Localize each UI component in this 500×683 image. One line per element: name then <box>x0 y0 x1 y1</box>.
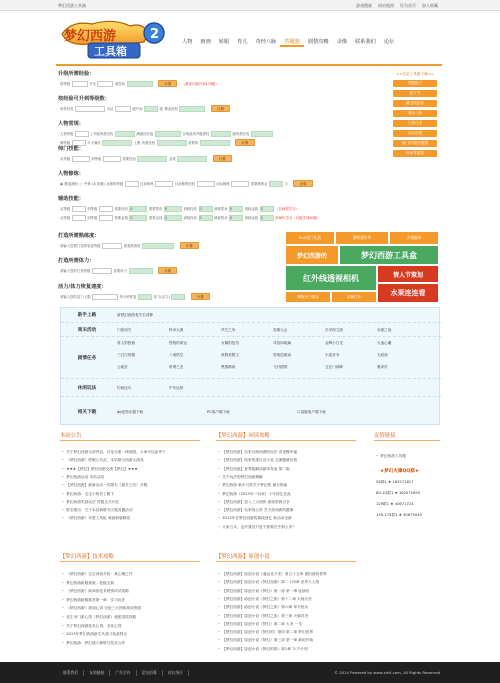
assist-to-input[interactable] <box>99 206 113 212</box>
skill-money-output <box>177 156 207 162</box>
label: 到等级 <box>87 216 98 220</box>
label: 级所需经验 <box>232 132 250 136</box>
label: 需要经验 <box>122 157 136 161</box>
character-row-1 <box>60 130 273 137</box>
calc-button[interactable]: 计算 <box>180 242 199 249</box>
header-divider <box>56 64 442 66</box>
article-link[interactable]: • 【梦幻西游】原创小说《梦幻》第二章 大龙 一龙 <box>218 622 364 627</box>
tile-sword[interactable]: 剑神打开 <box>332 292 376 302</box>
section-title-school-skill: 师门技能： <box>58 146 84 152</box>
label: 月卡满经 <box>87 141 101 145</box>
top-link-sitemap[interactable]: 网站地图 <box>378 3 394 8</box>
nav-item[interactable]: 奇经八脉 <box>255 39 277 45</box>
forge-skill-row <box>60 242 199 249</box>
section-title-exp-to-level: 按经验可升到等级数： <box>58 96 110 102</box>
article-link[interactable]: • 梦幻西游新服推荐第一章：学习玩法 <box>62 598 202 603</box>
label: 消耗帮贡 <box>214 207 228 211</box>
label: 现等级 <box>60 82 71 86</box>
news-heading: 本站公告 <box>60 431 200 441</box>
level-exp-output <box>251 131 273 137</box>
tech-heading: 【梦幻西游】技术攻略 <box>60 552 200 562</box>
article-link[interactable]: • 【梦幻西游】原创小说《梦幻之旅》第十二章 大闹天宫 <box>218 597 364 602</box>
header <box>56 14 442 64</box>
tile-pvp[interactable]: 5v5西门比武 <box>286 232 334 244</box>
guide-link[interactable]: 智取芭蕉扇 <box>273 353 291 357</box>
guide-row-label: 休闲玩法 <box>77 386 97 391</box>
from-level-input[interactable] <box>115 106 131 112</box>
top-link-search[interactable]: 游戏搜索 <box>356 3 372 8</box>
guide-link[interactable]: qq宠物乐器下载 <box>117 410 144 414</box>
nav-item[interactable]: 人物 <box>182 39 193 45</box>
cult-money-output <box>269 181 283 187</box>
article-link[interactable]: • 关于梦幻西游全部内容，讨论全系一律改版，大家可以参考下 <box>62 450 202 455</box>
guide-link[interactable]: 金蝉小白龙 <box>325 341 343 345</box>
calc-button[interactable]: 计算 <box>235 139 254 146</box>
article-link[interactable]: • 【梦幻西游】原创小说《梦幻之旅》第三章 天朝对决 <box>218 614 364 619</box>
current-level-input[interactable] <box>72 81 88 87</box>
article-link[interactable]: • 《梦幻西游》宝宝神兽介绍：真心赚之作 <box>62 572 202 577</box>
per-minute-output <box>138 294 152 300</box>
article-link[interactable]: • 梦幻西游：梦幻战斗修炼与技术合作 <box>62 641 202 646</box>
pet-exp-output <box>211 131 231 137</box>
main-nav <box>178 37 398 47</box>
article-link[interactable]: • 关于玩法的梦幻西游理解 <box>218 475 364 480</box>
label: 需要修炼金 <box>250 182 268 186</box>
site-logo[interactable] <box>58 16 170 60</box>
label: 消耗帮贡 <box>214 216 228 220</box>
label: 需要帮贡 <box>148 207 163 211</box>
cost2-money-output: 0 <box>260 215 274 221</box>
guide-link[interactable]: 新梦幻西游有关名词释 <box>117 313 153 317</box>
assist-from-input[interactable] <box>72 206 86 212</box>
nav-item[interactable]: 论坛 <box>383 39 395 45</box>
guide-row-label: 相关下载 <box>77 410 97 415</box>
target-level-input[interactable] <box>97 81 113 87</box>
article-link[interactable]: • 【梦幻西游】原创小说《遥远北方来》第五十五章 虚拟游戏世界 <box>218 572 364 577</box>
site-name[interactable]: 梦幻西游工具箱 <box>58 3 86 8</box>
guide-row <box>61 308 441 322</box>
article-link[interactable]: • 2013年梦幻西游新生代战斗装备特点 <box>62 632 202 637</box>
article-link[interactable]: • 《梦幻西游》年度工具组 诚意新版修改 <box>62 516 202 521</box>
tile-shopping[interactable]: 购物开门情况 <box>286 292 330 302</box>
assist-note-2: 用NPC学习（只能学到40级） <box>275 216 321 220</box>
calc-button[interactable]: 计算 <box>158 267 177 274</box>
section-title-assist-skill: 辅助技能： <box>58 196 84 202</box>
sidebar-tool-button[interactable]: 答题配方 <box>393 80 437 87</box>
article-link[interactable]: • 大家五年，也许我们只是不需要在乎那么多？ <box>218 525 364 530</box>
article-link[interactable]: • 梦幻西游活动 本站活动 <box>62 475 202 480</box>
article-link[interactable]: • 2013年在梦幻西游的那段回忆 新活动全新 <box>218 516 364 521</box>
section-title-forge-stamina: 打造所需体力： <box>58 258 95 264</box>
novel-heading: 【梦幻西游】原创小说 <box>216 552 356 562</box>
logo-subtitle: 工具箱 <box>94 45 127 58</box>
article-link[interactable]: • 梦幻西游 新手日常关于梦幻的 最全指南 <box>218 483 364 488</box>
article-link[interactable]: • 【梦幻西游】原创小说《梦幻之旅》第六章 草木皆兵 <box>218 605 364 610</box>
needed-output <box>200 140 230 146</box>
label: 满级经验值 <box>136 132 154 136</box>
article-link[interactable]: • 《梦幻西游》停服公告页，本站联合西游大游戏 <box>62 458 202 463</box>
assist-skill-row-2 <box>60 214 320 221</box>
article-link[interactable]: • 梦幻西游（2013年一玩家）十年回忆在此 <box>218 492 364 497</box>
label: 目前修炼经验 <box>174 182 196 186</box>
label: 请输入您的活力上限 <box>60 295 91 299</box>
article-link[interactable]: • 【梦幻西游】原创小说《梦幻的旅》第1章 '3-7'计划 <box>218 647 364 652</box>
qq-group[interactable]: 129群1 ★ 40671724 <box>376 502 414 506</box>
footer-link[interactable]: 论坛招募 <box>137 670 163 676</box>
copyright: © 2014 Powered by www.xiriii.com, All Rights Reserved <box>334 670 440 675</box>
cost-money-output: 0 <box>260 206 274 212</box>
label: [ 升级所需经验 <box>90 132 114 136</box>
label: 需要金钱 <box>148 216 163 220</box>
article-link[interactable]: • 【梦幻西游】原创小说《梦幻西游》第二十四章 世界大人物 <box>218 580 364 585</box>
exp-to-level-row <box>60 105 230 112</box>
label: 到等级 <box>87 207 98 211</box>
label: 从修炼等级 <box>106 182 124 186</box>
tile-mhxy[interactable]: 梦幻西游的 <box>286 246 338 264</box>
tile-toolbox[interactable]: 梦幻西游工具盒 <box>340 246 438 264</box>
section-title-recovery: 活力/体力恢复速度： <box>58 284 107 290</box>
guide-link[interactable]: 纸鸢之恋 <box>169 365 184 369</box>
cult-from-input[interactable] <box>125 181 139 187</box>
forge-stamina-row <box>60 267 177 274</box>
article-link[interactable]: • 【梦幻西游】原创小说《梦幻》第三部 第一章 新的开始 <box>218 638 364 643</box>
article-link[interactable]: • 梦幻西游奖励玩法 答题正式开放 <box>62 500 202 505</box>
guide-link[interactable]: 怪物的命运 <box>169 341 187 345</box>
school-skill-row <box>60 155 232 162</box>
sidebar-tool-button[interactable]: 科举答题器 <box>393 150 437 157</box>
article-link[interactable]: • 【梦幻西游】原创小说《梦幻的》第四 第二章 梦幻世界 <box>218 630 364 635</box>
qq-group[interactable]: 159-175群1 ★ 40675049 <box>376 513 422 517</box>
guide-link[interactable]: 英雄大会 <box>273 328 288 332</box>
label: 需经验 <box>114 82 126 86</box>
label: 请输入您的打造等级 <box>60 269 91 273</box>
article-link[interactable]: • 关于梦幻西游技术心得、全家心得 <box>62 624 202 629</box>
article-link[interactable]: • 《梦幻西游》新神兽技术特别试试攻略 <box>62 589 202 594</box>
label: 勤加满经 <box>64 182 79 186</box>
guide-link[interactable]: 寻找四琉璃 <box>273 341 291 345</box>
calc-button[interactable]: 计算 <box>213 155 232 162</box>
label: 从等级 <box>60 207 71 211</box>
label: 中修 (未加满) <box>84 182 105 186</box>
label: 升至 <box>89 82 96 86</box>
top-links <box>356 3 438 9</box>
guide-link[interactable]: 青人的愁恼 <box>117 341 135 345</box>
section-title-forge-skill: 打造所需熟练度： <box>58 233 100 239</box>
equip-level-input[interactable] <box>102 243 122 249</box>
label: 万 <box>284 182 288 186</box>
tile-valentine[interactable]: 情人节策划 <box>378 266 438 282</box>
sidebar-tool-button[interactable]: 配方书 <box>393 90 437 97</box>
radio-full[interactable]: ◉ <box>60 181 63 186</box>
guide-row <box>61 396 441 426</box>
assist-contrib-output: 0 <box>164 206 182 212</box>
article-link[interactable]: • 【梦幻西游】玩家自研西游的玩法 讲述蝶幸福 <box>218 450 364 455</box>
character-row-2 <box>60 139 255 146</box>
calc-button[interactable]: 计算 <box>158 80 177 87</box>
assist2-money-output: 0 <box>129 215 147 221</box>
cult-target-input[interactable] <box>231 181 249 187</box>
label: 上限 所需经验 <box>133 141 156 145</box>
label: 可从 <box>106 107 114 111</box>
label: 每分钟恢复 <box>119 295 137 299</box>
recovery-output <box>171 294 185 300</box>
label: 现有经验 <box>60 107 74 111</box>
guide-link[interactable]: 大战心魔 <box>377 341 392 345</box>
label: 金钱 <box>168 157 176 161</box>
label: 需要经验 <box>114 207 128 211</box>
label: 目前修炼 <box>140 182 154 186</box>
label: 消耗金钱 <box>244 216 259 220</box>
guide-link[interactable]: 口袋版客户端下载 <box>297 410 326 414</box>
guide-link[interactable]: 无底洞 <box>377 353 388 357</box>
sidebar-tool-button[interactable]: 自动答题 <box>393 130 437 137</box>
label: 从等级 <box>60 216 71 220</box>
label: 召唤兽须升级需经 <box>182 132 210 136</box>
assist2-to-input[interactable] <box>99 215 113 221</box>
label: 剩余经验 <box>164 107 178 111</box>
guide-link[interactable]: 小雷音寺 <box>325 353 340 357</box>
article-link[interactable]: • 【梦幻西游】加入三大团体 游戏资源分享 <box>218 500 364 505</box>
calc-button[interactable]: 计算 <box>293 180 312 187</box>
guide-link[interactable]: 八戒悟空 <box>169 353 184 357</box>
qq-group[interactable]: 89-1Q群1 ★ 162571693 <box>376 491 421 495</box>
label: 级 <box>159 107 163 111</box>
sidebar-title: >>实用工具箱下载<< <box>396 72 434 76</box>
guide-link[interactable]: 三打白骨精 <box>117 353 135 357</box>
label: 从等级 <box>60 157 71 161</box>
forge-level-input[interactable] <box>92 268 112 274</box>
label: 消耗金钱 <box>244 207 259 211</box>
nav-item[interactable]: 育儿 <box>237 39 248 45</box>
calc-button[interactable]: 计算 <box>191 293 210 300</box>
label: 满等级 <box>60 141 71 145</box>
footer-link[interactable]: 站长统计 <box>163 670 189 676</box>
section-title-level-exp: 升级所需经验： <box>58 71 95 77</box>
guide-row-label: 新手上路 <box>77 313 97 318</box>
nav-item[interactable]: 画画 <box>200 39 211 45</box>
label: 级升到 <box>132 107 143 111</box>
top-link-homepage[interactable]: 设为首页 <box>400 3 416 8</box>
footer <box>0 662 500 683</box>
qq-title: ★梦幻火爆QQ群★ <box>380 469 420 474</box>
sidebar-tool-button[interactable]: 门派任务 <box>393 120 437 127</box>
cultivation-row <box>60 180 313 187</box>
label: 消耗经验 <box>183 207 198 211</box>
article-link[interactable]: • 化生寺门派心得（梦幻西游）流派进攻攻略 <box>62 615 202 620</box>
guide-link[interactable]: 黑熊精扬 <box>221 365 236 369</box>
label: 请输入您要打造的装备等级 <box>60 244 101 248</box>
char-level-input[interactable] <box>75 131 89 137</box>
guide-link[interactable]: 女娲的复仇 <box>221 341 239 345</box>
guide-link[interactable]: PC客户端下载 <box>207 410 230 414</box>
footer-link[interactable]: 广告合作 <box>110 670 136 676</box>
to-level-output <box>144 106 158 112</box>
nav-item[interactable]: 录像 <box>336 39 348 45</box>
top-bar <box>0 0 500 11</box>
assist-note-1: （名师需学习） <box>275 207 299 211</box>
tile-hotpot[interactable]: 火锅副本 <box>390 232 438 244</box>
guide-link[interactable]: 云地宫 <box>117 365 128 369</box>
article-link[interactable]: • 【梦幻西游】给家的建议及小品 交流题就好看 <box>218 458 364 463</box>
max-level-note: （最高只能升到175级） <box>181 82 219 86</box>
level-exp-row <box>60 80 219 87</box>
nav-item[interactable]: 转服 <box>218 39 230 45</box>
cult-exp-input[interactable] <box>197 181 215 187</box>
skill-to-input[interactable] <box>103 156 121 162</box>
recovery-row <box>60 293 210 300</box>
guide-row <box>61 336 441 378</box>
links-heading: 友情链接 <box>374 431 440 441</box>
article-link[interactable]: • 【梦幻西游】玩家的心得 关于游戏新的趣事 <box>218 508 364 513</box>
radio-not-full[interactable]: ○ <box>79 181 83 186</box>
label: 到等级 <box>91 157 102 161</box>
nav-item[interactable]: 联系我们 <box>355 39 376 45</box>
label: 需要金钱 <box>114 216 128 220</box>
cult-current-input[interactable] <box>155 181 173 187</box>
label: 需要的 <box>188 141 199 145</box>
cost-contrib-output: 0 <box>229 206 243 212</box>
current-exp-input[interactable] <box>75 106 105 112</box>
guide-link[interactable]: 飞升剧情 <box>273 365 288 369</box>
guide-link[interactable]: 五庄门神降 <box>325 365 343 369</box>
article-link[interactable]: • 【梦幻西游】世界级解读副本发表 第二版 <box>218 467 364 472</box>
guide-link[interactable]: 科举大赛 <box>169 328 184 332</box>
cost2-exp-output: 0 <box>199 215 213 221</box>
sidebar-tool-button[interactable]: 藏宝图坐标 <box>393 100 437 107</box>
label: 目标修炼 <box>216 182 230 186</box>
logo-title-text: 梦幻西游 <box>64 29 117 44</box>
calc-button[interactable]: 计算 <box>211 105 230 112</box>
vitality-cap-input[interactable] <box>92 294 118 300</box>
qq-group[interactable]: 58群1 ★ 162571617 <box>376 480 414 484</box>
stamina-output <box>129 268 153 274</box>
guide-panel <box>60 307 440 425</box>
nav-item[interactable]: 答题器 <box>280 37 304 47</box>
chat-heading: 【梦幻西游】闲谈攻略 <box>216 431 356 441</box>
guide-link[interactable]: 钓鱼技巧 <box>117 386 132 390</box>
assist2-money2-output: 0 <box>164 215 182 221</box>
guide-link[interactable]: 牛年运势 <box>169 386 184 390</box>
tile-infrared[interactable]: 红外线透视相机 <box>286 266 376 290</box>
article-link[interactable]: • 【梦幻西游】最新活动一次限名《最长公告》开服 <box>62 483 202 488</box>
footer-link[interactable]: 友情链接 <box>84 670 110 676</box>
footer-link[interactable]: 联系我们 <box>58 670 84 676</box>
assist2-from-input[interactable] <box>72 215 86 221</box>
forge-skill-output <box>142 243 174 249</box>
section-title-character: 人物常规： <box>58 121 84 127</box>
label: 体力(活力) <box>153 295 170 299</box>
tile-fruit[interactable]: 水果连连看 <box>378 284 438 302</box>
tile-carnival[interactable]: 暑期嘉年华 <box>336 232 388 244</box>
needed-exp-output <box>127 81 153 87</box>
assist-exp-output: 0 <box>129 206 147 212</box>
article-link[interactable]: • ★★★【梦幻】梦幻西游交流【梦幻】★★★ <box>62 467 202 472</box>
remaining-exp-output <box>179 106 205 112</box>
skill-exp-output <box>137 156 167 162</box>
guide-link[interactable]: 华芝之争 <box>221 328 236 332</box>
full-exp-output <box>155 131 181 137</box>
guide-row <box>61 378 441 396</box>
article-link[interactable]: • 梦幻西游：宝宝小知识了解下 <box>62 492 202 497</box>
friend-link[interactable]: • 梦幻西游工具箱 <box>376 454 406 459</box>
logo-number: 2 <box>150 27 160 42</box>
sidebar-tool-button[interactable]: 师门/历练答题器 <box>393 140 437 147</box>
cap-exp-output <box>157 140 187 146</box>
article-link[interactable]: • 《梦幻西游》游戏心得 讨论三大团体游戏资源 <box>62 606 202 611</box>
article-link[interactable]: • 联名推出：关于本站新增专区服务器活动 <box>62 508 202 513</box>
guide-link[interactable]: 真假美猴王 <box>221 353 239 357</box>
cost2-contrib-output: 0 <box>229 215 243 221</box>
section-title-cultivation: 人物修炼： <box>58 171 84 177</box>
guide-link[interactable]: 长安保卫战 <box>325 328 343 332</box>
guide-row-label: 周末活动 <box>77 328 97 333</box>
top-link-favorite[interactable]: 加入收藏 <box>422 3 438 8</box>
char-exp-output <box>115 131 135 137</box>
guide-row-label: 剧情任务 <box>77 356 97 361</box>
nav-item[interactable]: 剧情攻略 <box>307 39 329 45</box>
label: 需要熟练度 <box>123 244 141 248</box>
sidebar-tool-button[interactable]: 奇经八脉 <box>393 110 437 117</box>
guide-link[interactable]: 门派闯关 <box>117 328 132 332</box>
skill-from-input[interactable] <box>72 156 90 162</box>
cost-exp-output: 0 <box>199 206 213 212</box>
guide-row <box>61 322 441 336</box>
guide-link[interactable]: 赤壁之战 <box>377 328 392 332</box>
label: 需要体力 <box>113 269 128 273</box>
tools-sidebar <box>388 72 442 160</box>
article-link[interactable]: • 【梦幻西游】原创小说《梦幻》第一部 第一章 连续有 <box>218 589 364 594</box>
label: 消耗经验 <box>183 216 198 220</box>
guide-link[interactable]: 墨家村 <box>377 365 388 369</box>
month-exp-output <box>102 140 132 146</box>
feature-tiles <box>286 232 438 302</box>
assist-skill-row-1 <box>60 205 299 212</box>
article-link[interactable]: • 梦幻西游新服系统 - 技能宝典 <box>62 581 202 586</box>
label: 人物等级 <box>60 132 74 136</box>
